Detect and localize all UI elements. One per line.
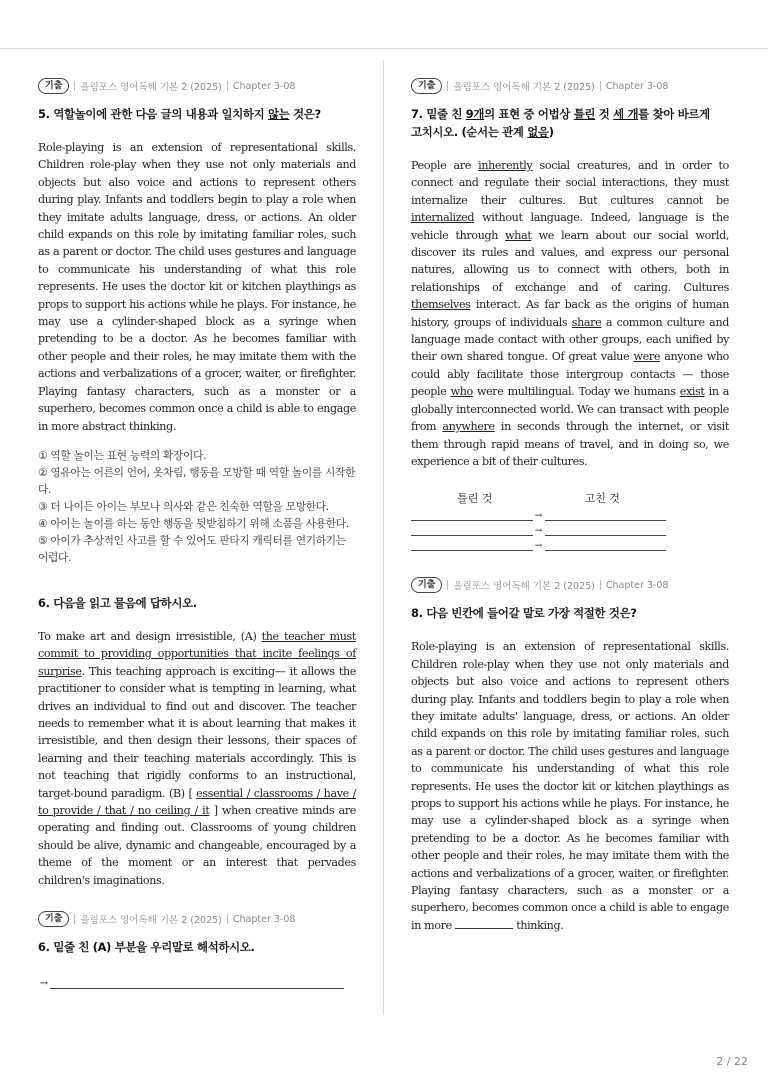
q8-passage: Role-playing is an extension of representational skills. Children role-play when they use not only materials and objects but also voice and actions to represent others during play. Infants and toddlers begin to play a role when they imitate adults' language, dress, or actions. An older child expands on this role by imitating familiar roles, such as a parent or doctor. The child uses gestures and language to communicate his understanding of what this role represents. He uses the doctor kit or kitchen playthings as props to support his actions while he plays. For instance, he may use a cylinder-shaped block as a syringe when pretending to be a doctor. As he becomes familiar with other people and their roles, he may imitate them with the actions and verbalizations of a grocer, waiter, or firefighter. Playing fantasy characters, such as a monster or a superhero, becomes common once a child is able to engage in more thinking. [411,640,729,932]
tag-separator [600,81,601,91]
q7-title: 7. 밑줄 친 9개의 표현 중 어법상 틀린 것 세 개를 찾아 바르게 고치시오. (순서는 관계 없음) [411,107,710,139]
arrow-icon: → [534,540,543,551]
right-column [411,78,729,934]
answer-line[interactable] [50,978,344,989]
correction-header [411,490,666,506]
fixed-column-label: 고친 것 [584,492,620,506]
source-tag [38,78,356,94]
underlined-expression: exist [679,385,705,399]
underlined-expression: inherently [478,159,533,172]
underlined-expression: what [505,228,532,242]
tag-separator [447,580,448,590]
exam-badge: 기출 [411,577,442,593]
wrong-column-label: 틀린 것 [457,492,493,506]
source-chapter: Chapter 3-08 [232,80,296,92]
choice-1[interactable]: ① 역할 놀이는 표현 능력의 확장이다. [38,448,207,462]
source-book: 올림포스 영어독해 기본 2 (2025) [80,915,222,926]
underlined-expression: internalized [411,211,475,225]
wrong-answer-line[interactable] [411,540,533,551]
tag-separator [74,81,75,91]
fixed-answer-line[interactable] [545,525,667,536]
exam-badge: 기출 [38,911,69,927]
wrong-answer-line[interactable] [411,510,533,521]
tag-separator [447,81,448,91]
fixed-answer-line[interactable] [545,540,667,551]
arrow-icon: → [39,978,49,989]
correction-row [411,525,666,536]
arrow-icon: → [534,525,543,536]
source-chapter: Chapter 3-08 [232,913,296,925]
q6-sub-title: 6. 밑줄 친 (A) 부분을 우리말로 해석하시오. [38,940,255,954]
choice-3[interactable]: ③ 더 나이든 아이는 부모나 의사와 같은 친숙한 역할을 모방한다. [38,499,329,513]
column-divider [383,60,384,1015]
tag-separator [74,914,75,924]
arrow-icon: → [534,510,543,521]
source-tag [411,78,729,94]
exam-badge: 기출 [38,78,69,94]
tag-separator [227,914,228,924]
tag-separator [600,580,601,590]
answer-blank[interactable] [455,917,513,929]
source-tag [38,911,356,927]
source-book: 올림포스 영어독해 기본 2 (2025) [453,82,595,93]
choice-4[interactable]: ④ 아이는 놀이를 하는 동안 행동을 뒷받침하기 위해 소품을 사용한다. [38,516,349,530]
underlined-expression: who [450,385,473,399]
q5-passage: Role-playing is an extension of representational skills. Children role-play when they use not only materials and objects but also voice and actions to represent others during play. Infants and toddlers begin to play a role when they imitate adults language, dress, or actions. An older child expands on this role by imitating familiar roles, such as a parent or doctor. The child uses gestures and language to communicate his understanding of what this role represents. He uses the doctor kit or kitchen playthings as props to support his actions while he plays. For instance, he may use a cylinder-shaped block as a syringe when pretending to be a doctor. As he becomes familiar with other people and their roles, he may imitate them with the actions and verbalizations of a grocer, waiter, or firefighter. Playing fantasy characters, such as a monster or a superhero, becomes common once a child is able to engage in more abstract thinking. [38,141,356,433]
exam-badge: 기출 [411,78,442,94]
page-number: 2 / 22 [716,1055,748,1068]
underlined-expression: anywhere [442,420,495,434]
source-book: 올림포스 영어독해 기본 2 (2025) [453,581,595,593]
source-chapter: Chapter 3-08 [605,80,669,92]
q7-passage: People are inherently social creatures, and in order to connect and regulate their social interactions, they must internalize their cultures. But cultures cannot be internalized without language. Indeed, language is the vehicle through what we learn about our social world, discover its rules and values, and express our personal natures, allowing us to connect with others, both in relationships of exchange and of caring. Cultures themselves interact. As far back as the origins of human history, groups of individuals share a common culture and language made contact with other groups, each unified by their own shared tongue. Of great value were anyone who could ably facilitate those intergroup contacts — those people who were multilingual. Today we humans exist in a globally interconnected world. We can transact with people from anywhere in seconds through the internet, or visit them through rapid means of travel, and in doing so, we experience a bit of their cultures. [411,159,730,468]
q5-choices [38,447,356,566]
q6-title: 6. 다음을 읽고 물음에 답하시오. [38,595,197,610]
header-rule [0,48,768,49]
source-chapter: Chapter 3-08 [605,579,669,591]
source-tag [411,577,729,593]
choice-2[interactable]: ② 영유아는 어른의 언어, 옷차림, 행동을 모방할 때 역할 놀이를 시작한다. [38,465,356,496]
underlined-expression: themselves [411,298,471,312]
underlined-expression: were [633,350,661,364]
left-column [38,78,356,989]
correction-row [411,540,666,551]
wrong-answer-line[interactable] [411,525,533,536]
q5-title: 5. 역할놀이에 관한 다음 글의 내용과 일치하지 않는 것은? [38,107,321,121]
choice-5[interactable]: ⑤ 아이가 추상적인 사고를 할 수 있어도 판타지 캐릭터를 연기하기는 어렵다. [38,533,346,564]
source-book: 올림포스 영어독해 기본 2 (2025) [80,82,222,93]
underlined-expression: share [571,315,602,329]
q6-passage: To make art and design irresistible, (A) the teacher must commit to providing opportunities that incite feelings of surprise. This teaching approach is exciting— it allows the practitioner to consider what is tempting in learning, what drives an individual to find out and discover. The teacher needs to remember what it is about learning that makes it irresistible, and then design their lessons, their spaces of learning and their teaching materials accordingly. This is not teaching that rigidly conforms to an instructional, target-bound paradigm. (B) [ essential / classrooms / have / to provide / that / no ceiling / it ] when creative minds are operating and finding out. Classrooms of young children should be alive, dynamic and changeable, encouraged by a theme of the moment or an interest that pervades children's imaginations. [38,629,356,887]
fixed-answer-line[interactable] [545,510,667,521]
q8-title: 8. 다음 빈칸에 들어갈 말로 가장 적절한 것은? [411,606,637,621]
q6-answer-line[interactable] [38,978,344,989]
correction-row [411,510,666,521]
tag-separator [227,81,228,91]
